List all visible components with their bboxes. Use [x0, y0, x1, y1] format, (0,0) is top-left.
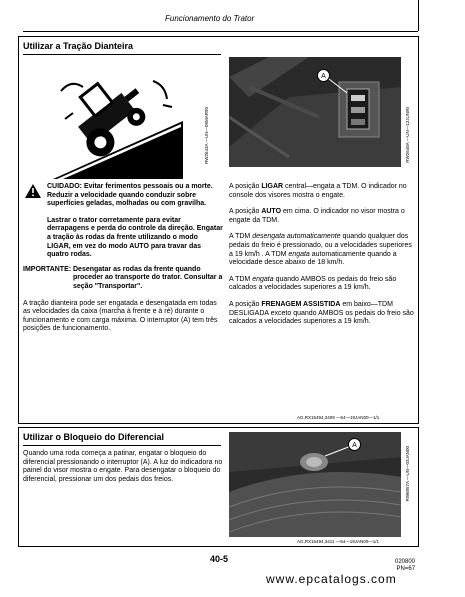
section-title: Utilizar a Tração Dianteira — [23, 41, 134, 51]
paragraph-ligar: A posição LIGAR central—engata a TDM. O indicador no console dos visores mostra o engate. — [229, 183, 407, 199]
doc-code: 020800 — [395, 559, 416, 565]
reference-code: AG,RX15494,3411 —54—19JAN00—1/1 — [297, 539, 379, 544]
important-text: Desengatar as rodas da frente quando proceder ao transporte do trator. Consultar a seção "Transportar". — [73, 265, 223, 290]
tractor-rollover-illustration — [43, 61, 193, 181]
paragraph-front-drive: A tração dianteira pode ser engatada e desengatada em todas as velocidades da caixa (marcha à frente e à ré) durante o funcionamento e com carga máxima. O interruptor (A) tem três posições de funcionamento. — [23, 299, 218, 333]
caution-label: CUIDADO: — [47, 183, 82, 190]
right-column — [229, 183, 415, 335]
reference-code: AG,RX15494,3409 —54—19JAN00—1/1 — [297, 415, 380, 420]
paragraph-auto: A posição AUTO em cima. O indicador no visor mostra o engate da TDM. — [229, 208, 405, 224]
running-header: Funcionamento do Trator — [165, 14, 255, 23]
paragraph-braking: A posição FRENAGEM ASSISTIDA em baixo—TDM DESLIGADA exceto quando AMBOS os pedais do freio são calcados a velocidades superiores a 19 km/h. — [229, 300, 414, 326]
drive-switch-photo — [229, 57, 401, 167]
watermark-link[interactable]: www.epcatalogs.com — [266, 572, 397, 586]
left-column — [23, 183, 223, 342]
section-title: Utilizar o Bloqueio do Diferencial — [23, 432, 165, 442]
paragraph-engage: A TDM engata quando AMBOS os pedais do freio são calcados a velocidades superiores a 19 km/h. — [229, 275, 397, 292]
section-differential-lock — [18, 427, 419, 547]
caution-text: Evitar ferimentos pessoais ou a morte. Reduzir a velocidade quando conduzir sobre superfícies geladas, molhadas ou com gravilha. — [47, 183, 213, 208]
image-id-left: RW2643A —UN—09MAR90 — [204, 107, 209, 164]
header-divider — [23, 31, 418, 32]
caution-block — [23, 183, 223, 260]
important-label: IMPORTANTE: — [23, 265, 72, 273]
differential-text: Quando uma roda começa a patinar, engatar o bloqueio do diferencial pressionando o interruptor (A). A luz do indicadora no painel do visor mostra o engate. Para desengatar o bloqueio do diferencial, pressionar um dos pedais dos freios. — [23, 450, 223, 483]
callout-a: A — [348, 438, 361, 451]
page-code — [395, 559, 415, 573]
header-divider-vertical — [418, 0, 419, 31]
image-id-right: RW2648A —UN—12JUN90 — [405, 107, 410, 163]
important-block — [23, 266, 223, 292]
image-id: RW6857A —UN—03JAN00 — [405, 446, 410, 502]
page-number: 40-5 — [210, 554, 229, 564]
caution-text-2: Lastrar o trator corretamente para evitar derrapagens e perda do controle da direção. Engatar a tração às rodas da frente utilizando o modo LIGAR, em vez do modo AUTO para travar das quatro rodas. — [47, 216, 223, 259]
warning-triangle-icon — [25, 184, 41, 198]
differential-switch-photo — [229, 432, 401, 537]
section-front-wheel-drive — [18, 36, 419, 424]
paragraph-auto-detail: A TDM desengata automaticamente quando qualquer dos pedais do freio é pressionado, ou a velocidades superiores a 19 km/h . A TDM engata automaticamente quando a velocidade desce abaixo de 18 km/h. — [229, 233, 412, 267]
section-title-rule — [23, 54, 221, 55]
section-title-rule — [23, 445, 221, 446]
callout-a: A — [317, 69, 330, 82]
pn-number: PN=67 — [396, 566, 416, 572]
